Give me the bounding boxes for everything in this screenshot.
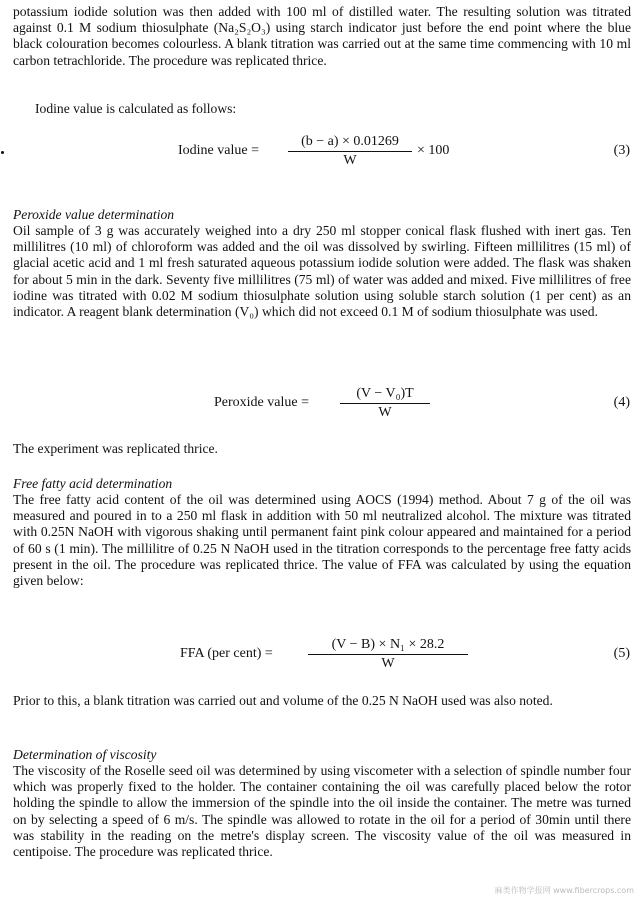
fraction-denominator: W bbox=[381, 656, 395, 671]
equation-fraction bbox=[288, 134, 412, 169]
viscosity-paragraph: The viscosity of the Roselle seed oil was determined by using viscometer with a selection of spindle number four which was properly fixed to the holder. The container containing the oil was carefully placed below the rotor holding the spindle to allow the immersion of the spindle into the oil inside the container. The metre was turned on by selecting a speed of 6 m/s. The spindle was allowed to rotate in the oil for a period of 30min until there was stability in the reading on the metre's display screen. The viscosity value of the oil was measured in centipoise. The procedure was replicated thrice. bbox=[13, 763, 631, 860]
equation-iodine-value bbox=[0, 131, 640, 173]
fraction-numerator: (V − B) × N₁ × 28.2 bbox=[331, 637, 445, 652]
peroxide-replication-note: The experiment was replicated thrice. bbox=[13, 441, 218, 456]
section-heading-viscosity: Determination of viscosity bbox=[13, 747, 157, 762]
watermark: 麻类作物学报网 www.fibercrops.com bbox=[494, 886, 634, 895]
fraction-bar bbox=[288, 151, 412, 152]
fraction-numerator: (V − V₀)T bbox=[356, 386, 414, 401]
equation-number: (3) bbox=[613, 143, 630, 158]
equation-ffa bbox=[0, 634, 640, 676]
equation-number: (4) bbox=[613, 395, 630, 410]
ffa-blank-titration-note: Prior to this, a blank titration was carried out and volume of the 0.25 N NaOH used was also noted. bbox=[13, 693, 553, 708]
equation-fraction bbox=[340, 386, 430, 421]
equation-rhs: × 100 bbox=[417, 143, 450, 158]
intro-paragraph: potassium iodide solution was then added with 100 ml of distilled water. The resulting solution was titrated against 0.1 M sodium thiosulphate (Na₂S₂O₃) using starch indicator just before the end point where the blue black colouration becomes colourless. A blank titration was carried out at the same time commencing with 10 ml carbon tetrachloride. The procedure was replicated thrice. bbox=[13, 4, 631, 68]
equation-lhs: Peroxide value = bbox=[214, 395, 309, 410]
equation-number: (5) bbox=[613, 646, 630, 661]
equation-peroxide-value bbox=[0, 383, 640, 425]
peroxide-paragraph: Oil sample of 3 g was accurately weighed into a dry 250 ml stopper conical flask flushed with inert gas. Ten millilitres (10 ml) of chloroform was added and the oil was dissolved by swirling. Fifteen millilitres (15 ml) of glacial acetic acid and 1 ml fresh saturated aqueous potassium iodide solution were added. The flask was shaken for about 5 min in the dark. Seventy five millilitres (75 ml) of water was added and mixed. Five millilitres of free iodine was titrated with 0.02 M sodium thiosulphate solution using soluble starch solution (1 per cent) as an indicator. A reagent blank determination (V₀) which did not exceed 0.1 M of sodium thiosulphate was used. bbox=[13, 223, 631, 320]
equation-lhs: FFA (per cent) = bbox=[180, 646, 273, 661]
fraction-numerator: (b − a) × 0.01269 bbox=[301, 134, 399, 149]
iodine-value-intro: Iodine value is calculated as follows: bbox=[35, 101, 237, 116]
fraction-denominator: W bbox=[343, 153, 357, 168]
equation-lhs: Iodine value = bbox=[178, 143, 259, 158]
equation-fraction bbox=[308, 637, 468, 672]
section-heading-peroxide: Peroxide value determination bbox=[13, 207, 175, 222]
ffa-paragraph: The free fatty acid content of the oil was determined using AOCS (1994) method. About 7 g of the oil was measured and poured in to a 250 ml flask in addition with 50 ml neutralized alcohol. The mixture was titrated with 0.25N NaOH with vigorous shaking until permanent faint pink colour appeared and maintained for a period of 60 s (1 min). The millilitre of 0.25 N NaOH used in the titration corresponds to the percentage free fatty acids present in the oil. The procedure was replicated thrice. The value of FFA was calculated by using the equation given below: bbox=[13, 492, 631, 589]
fraction-bar bbox=[340, 403, 430, 404]
fraction-bar bbox=[308, 654, 468, 655]
section-heading-ffa: Free fatty acid determination bbox=[13, 476, 173, 491]
fraction-denominator: W bbox=[378, 405, 392, 420]
